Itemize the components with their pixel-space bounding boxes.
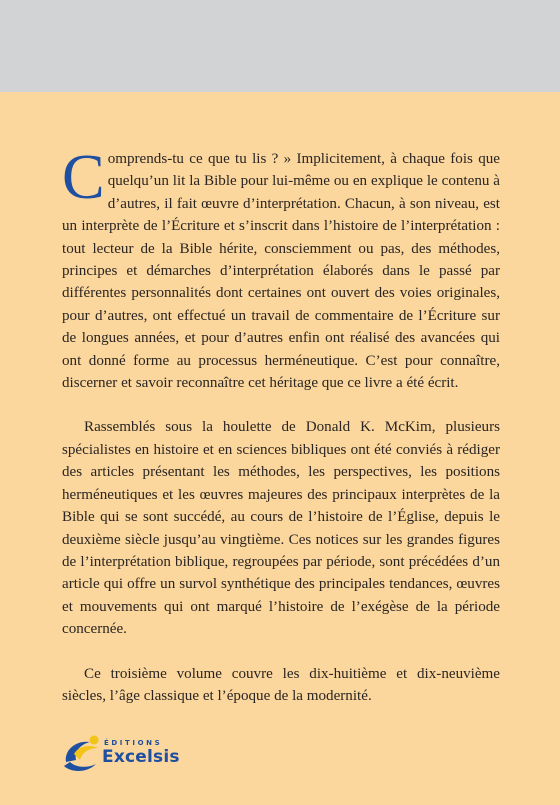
paragraph-1-text: omprends-tu ce que tu lis ? » Implicitement, à chaque fois que quelqu’un lit la Bible pour lui-même ou en explique le contenu à d’autres, il fait œuvre d’interprétation. Chacun, à son niveau, est un interprète de l’Écriture et s’inscrit dans l’histoire de l’interprétation : tout lecteur de la Bible hérite, consciemment ou pas, des méthodes, principes et démarches d’interprétation élaborés dans le passé par différentes personnalités dont certaines ont ouvert des voies originales, pour d’autres, ont effectué un travail de commentaire de l’Écriture sur de longues années, et pour d’autres enfin ont réalisé des avancées qui ont donné forme au processus herméneutique. C’est pour connaître, discerner et savoir reconnaître cet héritage que ce livre a été écrit.: [62, 151, 500, 392]
back-cover-text: [62, 141, 500, 729]
publisher-logo-icon: [60, 732, 102, 778]
paragraph-1: [62, 141, 500, 394]
drop-cap: C: [62, 141, 105, 212]
paragraph-3: Ce troisième volume couvre les dix-huitième et dix-neuvième siècles, l’âge classique et l’époque de la modernité.: [62, 665, 500, 704]
publisher-label: ÉDITIONS: [104, 739, 163, 747]
paragraph-2: Rassemblés sous la houlette de Donald K. McKim, plusieurs spécialistes en histoire et en sciences bibliques ont été conviés à rédiger des articles présentant les méthodes, les perspectives, les positions herméneutiques et les œuvres majeures des principaux interprètes de la Bible qui se sont succédé, au cours de l’histoire de l’Église, depuis le deuxième siècle jusqu’au vingtième. Ces notices sur les grandes figures de l’interprétation biblique, regroupées par période, sont précédées d’un article qui offre un survol synthétique des principales tendances, œuvres et mouvements qui ont marqué l’histoire de l’exégèse de la période concernée.: [62, 419, 500, 638]
publisher-name: Excelsis: [102, 747, 180, 767]
publisher-logo: [60, 730, 210, 780]
top-grey-band: [0, 0, 560, 92]
